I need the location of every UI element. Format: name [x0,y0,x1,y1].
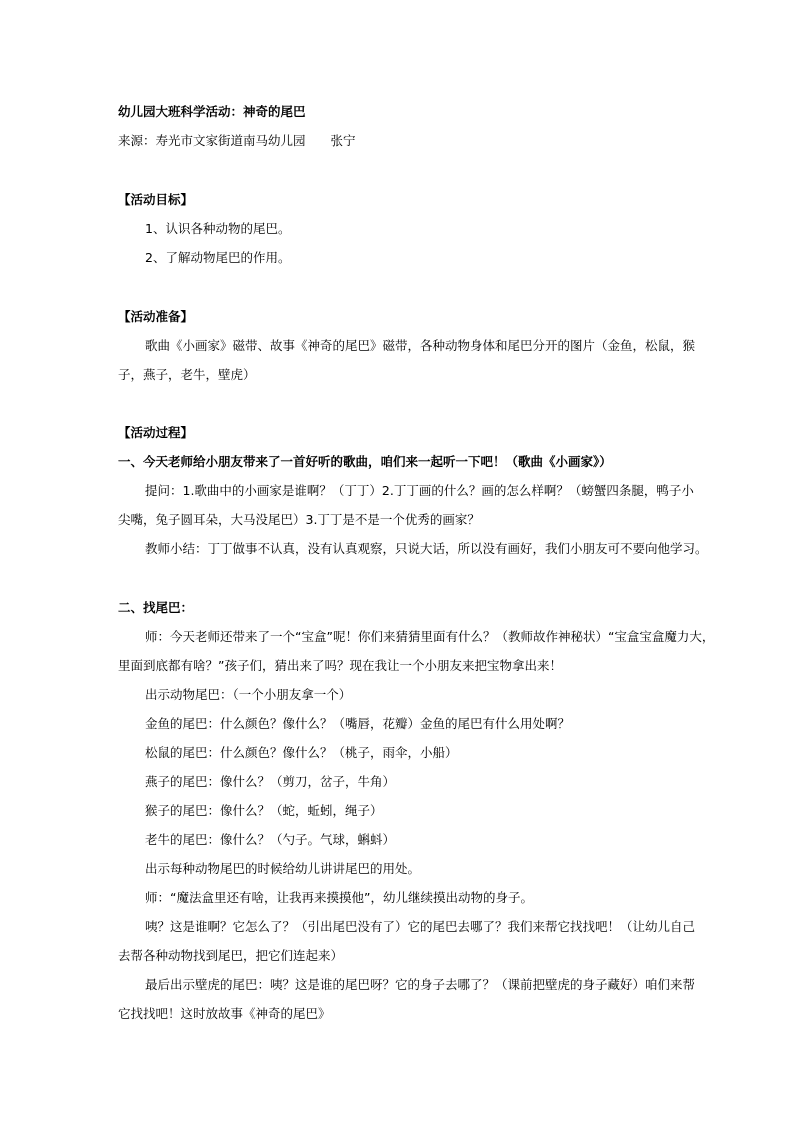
part1-line: 提问：1.歌曲中的小画家是谁啊？（丁丁）2.丁丁画的什么？画的怎么样啊？（螃蟹四条腿，鸭子小 [145,483,694,498]
part2-title: 二、找尾巴： [118,600,194,615]
part1-line: 尖嘴，兔子圆耳朵，大马没尾巴）3.丁丁是不是一个优秀的画家？ [118,512,480,527]
part2-line: 猴子的尾巴：像什么？（蛇，蚯蚓，绳子） [145,803,383,818]
goals-heading: 【活动目标】 [118,192,194,207]
part2-line: 咦？这是谁啊？它怎么了？（引出尾巴没有了）它的尾巴去哪了？我们来帮它找找吧！（让幼儿自己 [145,919,696,934]
part2-line: 金鱼的尾巴：什么颜色？像什么？（嘴唇，花瓣）金鱼的尾巴有什么用处啊？ [145,716,571,731]
part1-title: 一、今天老师给小朋友带来了一首好听的歌曲，咱们来一起听一下吧！（歌曲《小画家》） [118,454,612,469]
part2-line: 师：“魔法盒里还有啥，让我再来摸摸他”，幼儿继续摸出动物的身子。 [145,890,533,905]
part2-line: 出示动物尾巴：（一个小朋友拿一个） [145,687,352,702]
part2-line: 燕子的尾巴：像什么？（剪刀，岔子，牛角） [145,774,396,789]
part2-line: 去帮各种动物找到尾巴，把它们连起来） [118,948,344,963]
prep-heading: 【活动准备】 [118,309,194,324]
part2-line: 出示每种动物尾巴的时候给幼儿讲讲尾巴的用处。 [145,861,421,876]
part2-line: 它找找吧！这时放故事《神奇的尾巴》 [118,1006,331,1021]
document-source: 来源：寿光市文家街道南马幼儿园 张宁 [118,133,356,148]
part2-line: 里面到底都有啥？”孩子们，猜出来了吗？现在我让一个小朋友来把宝物拿出来！ [118,658,562,673]
document-title: 幼儿园大班科学活动：神奇的尾巴 [118,104,306,119]
goal-item: 1、认识各种动物的尾巴。 [145,221,291,236]
part1-line: 教师小结：丁丁做事不认真，没有认真观察，只说大话，所以没有画好，我们小朋友可不要向他学习。 [145,541,708,556]
prep-line: 歌曲《小画家》磁带、故事《神奇的尾巴》磁带，各种动物身体和尾巴分开的图片（金鱼，松鼠，猴 [145,338,696,353]
prep-line: 子，燕子，老牛，壁虎） [118,367,256,382]
part2-line: 师：今天老师还带来了一个“宝盒”呢！你们来猜猜里面有什么？（教师故作神秘状）“宝盒宝盒魔力大， [145,629,715,644]
goal-item: 2、了解动物尾巴的作用。 [145,250,291,265]
part2-line: 松鼠的尾巴：什么颜色？像什么？（桃子，雨伞，小船） [145,745,458,760]
part2-line: 最后出示壁虎的尾巴：咦？这是谁的尾巴呀？它的身子去哪了？（课前把壁虎的身子藏好）咱们来帮 [145,977,696,992]
process-heading: 【活动过程】 [118,425,194,440]
part2-line: 老牛的尾巴：像什么？（勺子。气球，蝌蚪） [145,832,396,847]
